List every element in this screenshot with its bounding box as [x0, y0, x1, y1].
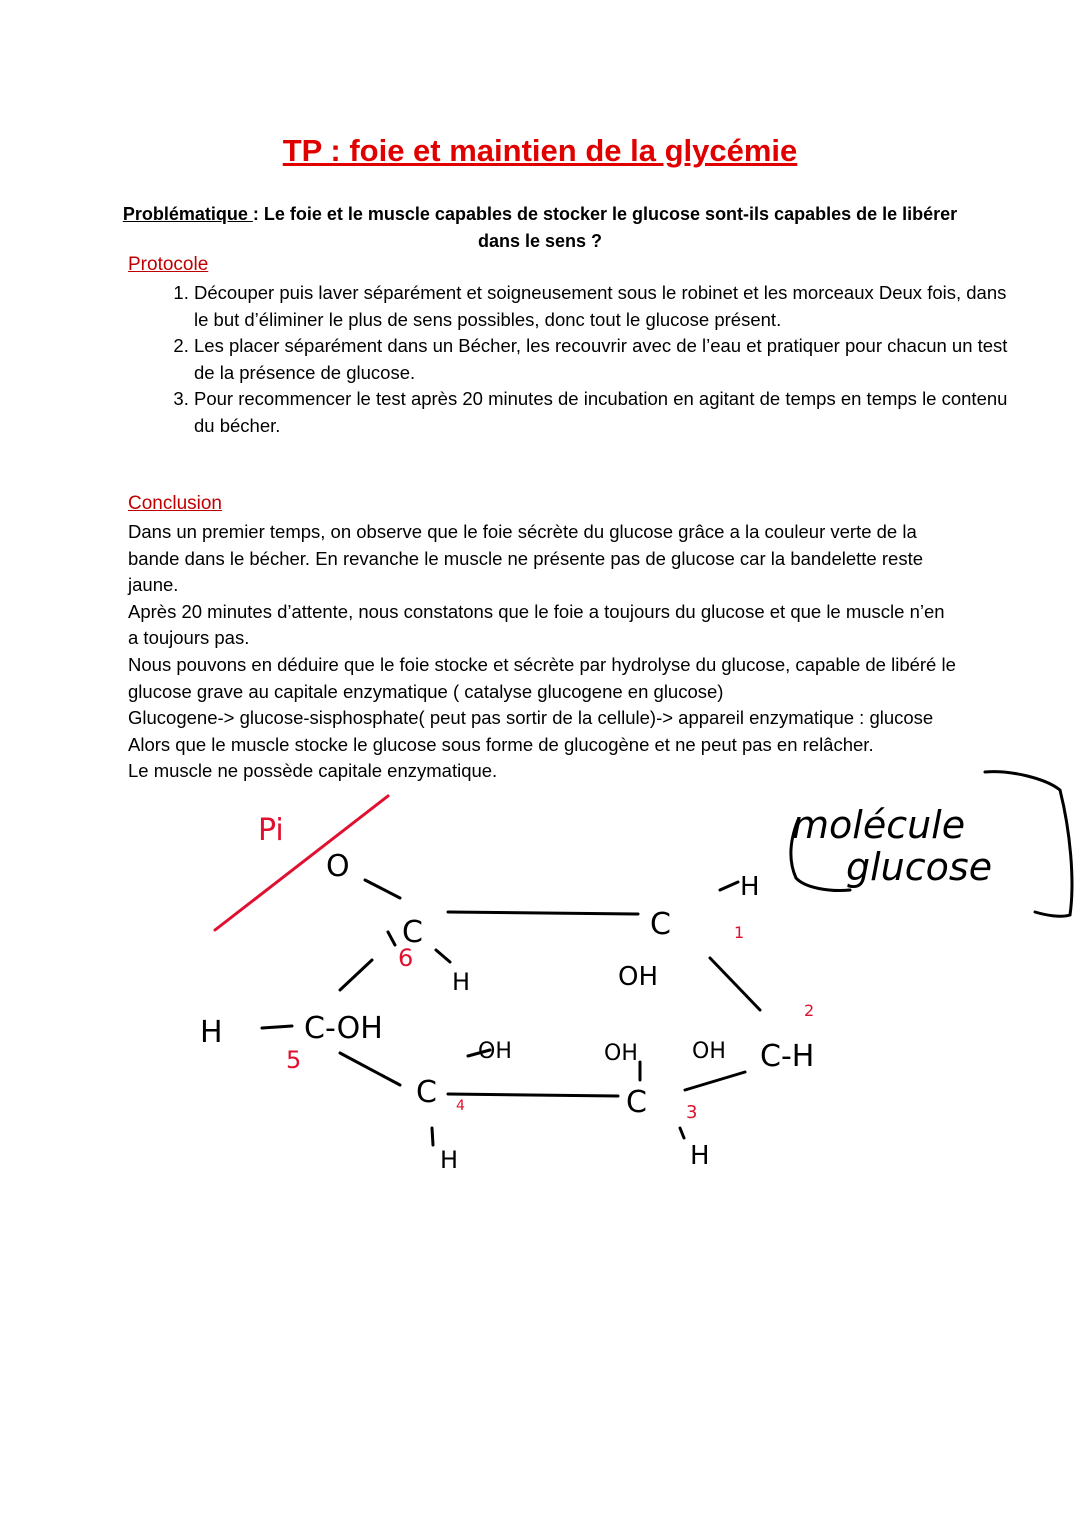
carbon-number-3: 3 — [686, 1102, 698, 1123]
problematique-label: Problématique — [122, 204, 253, 224]
carbon-number-4: 4 — [456, 1098, 465, 1114]
atom-labels — [200, 849, 814, 1174]
bond-o — [365, 880, 400, 898]
protocol-step: 1. Découper puis laver séparément et soigneusement sous le robinet et les morceaux Deux fois, dans le but d’éliminer le plus de sens possibles, donc tout le glucose présent. — [194, 280, 1014, 333]
caption-bracket-right — [985, 772, 1072, 917]
bond-c1-c2 — [710, 958, 760, 1010]
bond-c5-c4 — [340, 1053, 400, 1085]
atom-c1: C — [650, 907, 671, 942]
protocol-step: 3. Pour recommencer le test après 20 minutes de incubation en agitant de temps en temps le contenu du bécher. — [194, 386, 1014, 439]
atom-c3: C — [626, 1085, 647, 1120]
bond-bottom — [448, 1094, 618, 1096]
bond-c4-h — [432, 1128, 433, 1145]
atom-oh-c4: OH — [478, 1039, 512, 1064]
bond-c6-h — [436, 950, 450, 962]
conclusion-heading: Conclusion — [128, 493, 222, 514]
protocol-step: 2. Les placer séparément dans un Bécher, les recouvrir avec de l’eau et pratiquer pour chacun un test de la présence de glucose. — [194, 333, 1014, 386]
atom-oh-c3: OH — [604, 1041, 638, 1066]
atom-h-c1: H — [740, 872, 760, 902]
sketch-caption — [792, 803, 992, 889]
atom-oh-c2: OH — [692, 1039, 726, 1064]
atom-h-left: H — [200, 1015, 223, 1050]
atom-c2-h: C-H — [760, 1039, 815, 1074]
atom-o: O — [326, 849, 350, 884]
bond-c3-h — [680, 1128, 684, 1138]
problematique-text: : Le foie et le muscle capables de stocker le glucose sont-ils capables de le libérer dans le sens ? — [252, 204, 958, 251]
bond-top — [448, 912, 638, 914]
bond-c1-h — [720, 882, 738, 890]
conclusion-paragraph: Le muscle ne possède capitale enzymatique. — [128, 760, 498, 782]
atom-h-c6: H — [452, 968, 471, 996]
atom-c4: C — [416, 1075, 437, 1110]
atom-h-c3: H — [690, 1141, 710, 1171]
strike-line — [215, 796, 388, 930]
bond-c6-small — [388, 932, 395, 945]
bond-c5-c6 — [340, 960, 372, 990]
atom-h-c4: H — [440, 1146, 459, 1174]
protocole-heading: Protocole — [128, 254, 209, 275]
conclusion-paragraph: Nous pouvons en déduire que le foie stocke et sécrète par hydrolyse du glucose, capable de libéré le glucose grave au capitale enzymatique ( catalyse glucogene en glucose) — [128, 653, 956, 702]
conclusion-paragraph: Dans un premier temps, on observe que le foie sécrète du glucose grâce a la couleur verte de la bande dans le bécher. En revanche le muscle ne présente pas de glucose car la bandelette reste jaune. — [128, 521, 923, 596]
carbon-number-6: 6 — [398, 944, 414, 972]
conclusion-paragraph: Après 20 minutes d’attente, nous constatons que le foie a toujours du glucose et que le muscle n’en a toujours pas. — [128, 600, 945, 649]
page-title: TP : foie et maintien de la glycémie — [282, 133, 798, 168]
bond-c2-c3 — [685, 1072, 745, 1090]
carbon-number-2: 2 — [804, 1001, 815, 1020]
conclusion-paragraph: Alors que le muscle stocke le glucose sous forme de glucogène et ne peut pas en relâcher. — [128, 733, 874, 755]
atom-c5-oh: C-OH — [304, 1011, 383, 1046]
phosphate-label: Pi — [258, 813, 284, 848]
atom-c6: C — [402, 915, 423, 950]
carbon-number-1: 1 — [734, 923, 745, 942]
carbon-number-5: 5 — [286, 1046, 302, 1074]
atom-oh-ring: OH — [618, 962, 659, 992]
bond-h-left — [262, 1026, 292, 1028]
caption-line-1: molécule — [792, 803, 966, 847]
caption-line-2: glucose — [846, 845, 993, 889]
conclusion-paragraph: Glucogene-> glucose-sisphosphate( peut pas sortir de la cellule)-> appareil enzymatique : glucose — [128, 707, 934, 729]
